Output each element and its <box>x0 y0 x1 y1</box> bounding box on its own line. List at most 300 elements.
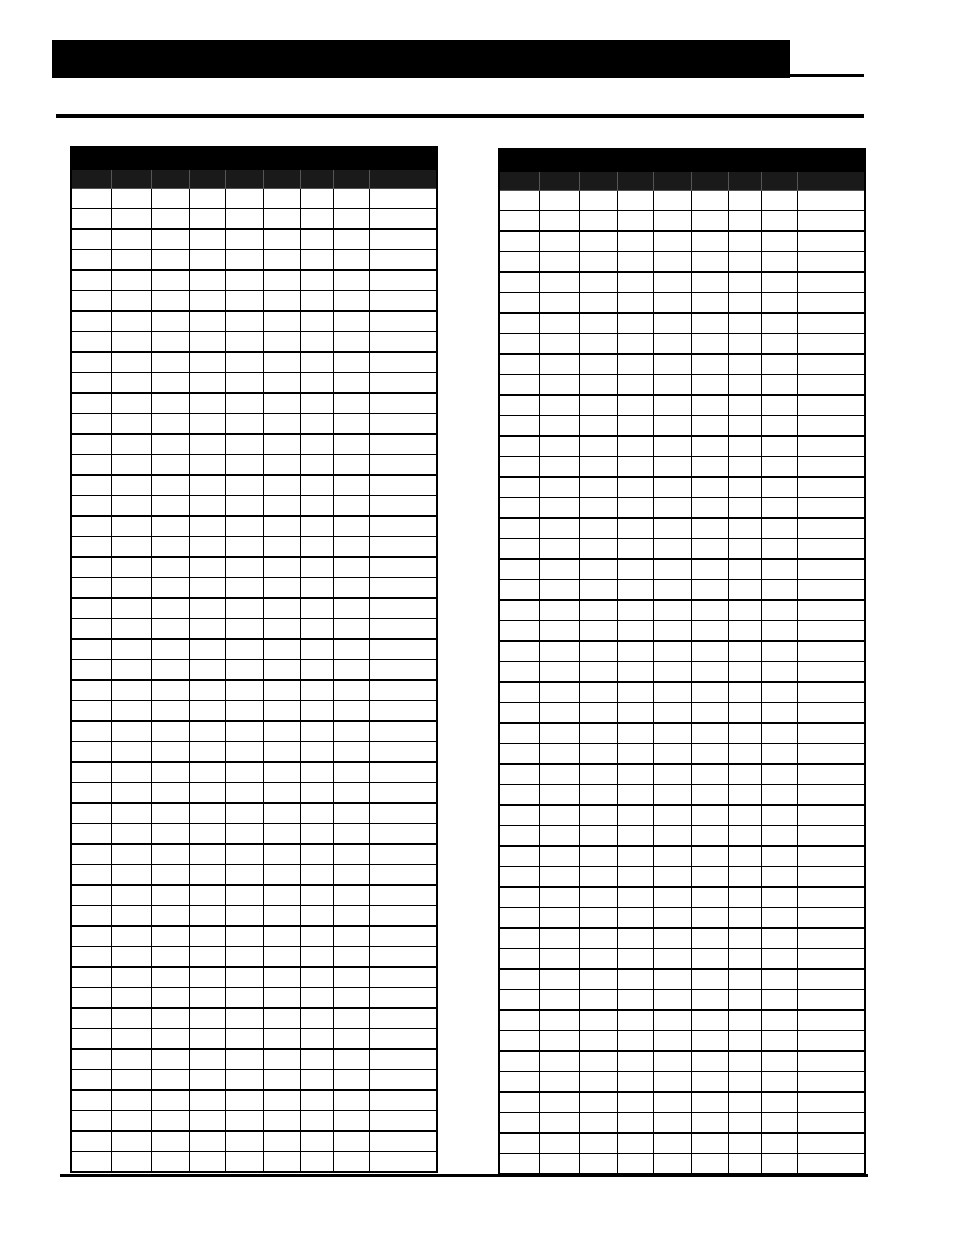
table-cell <box>71 721 111 742</box>
table-cell <box>151 926 189 947</box>
table-cell <box>539 723 579 744</box>
table-cell <box>653 785 691 806</box>
table-row <box>71 598 437 619</box>
table-cell <box>263 824 300 845</box>
table-cell <box>499 621 539 642</box>
table-row <box>499 498 865 519</box>
table-cell <box>653 395 691 416</box>
table-cell <box>111 557 151 578</box>
table-cell <box>71 1090 111 1111</box>
table-cell <box>369 660 437 681</box>
table-cell <box>225 496 263 517</box>
table-cell <box>728 313 761 334</box>
table-cell <box>369 516 437 537</box>
table-cell <box>579 252 617 273</box>
table-cell <box>225 189 263 209</box>
table-cell <box>333 393 369 414</box>
table-cell <box>189 557 225 578</box>
table-cell <box>499 559 539 580</box>
table-cell <box>71 844 111 865</box>
table-cell <box>111 721 151 742</box>
table-cell <box>539 518 579 539</box>
table-row <box>71 721 437 742</box>
table-cell <box>369 967 437 988</box>
table-cell <box>539 1031 579 1052</box>
table-cell <box>653 621 691 642</box>
table-cell <box>300 619 333 640</box>
table-cell <box>300 988 333 1009</box>
table-row <box>71 250 437 271</box>
table-cell <box>617 252 653 273</box>
table-cell <box>300 352 333 373</box>
table-cell <box>797 928 865 949</box>
table-cell <box>333 270 369 291</box>
table-cell <box>225 434 263 455</box>
table-cell <box>71 988 111 1009</box>
table-cell <box>691 395 728 416</box>
table-cell <box>225 1049 263 1070</box>
table-cell <box>300 639 333 660</box>
table-cell <box>151 496 189 517</box>
header-bar <box>52 40 790 78</box>
table-cell <box>761 1133 797 1154</box>
table-cell <box>71 762 111 783</box>
table-cell <box>333 947 369 968</box>
table-cell <box>691 539 728 560</box>
table-cell <box>653 1031 691 1052</box>
table-cell <box>151 270 189 291</box>
table-cell <box>263 270 300 291</box>
table-cell <box>111 1049 151 1070</box>
table-cell <box>369 270 437 291</box>
table-cell <box>579 744 617 765</box>
table-cell <box>151 1008 189 1029</box>
table-cell <box>300 947 333 968</box>
table-cell <box>225 455 263 476</box>
table-row <box>499 354 865 375</box>
table-cell <box>653 518 691 539</box>
table-cell <box>761 580 797 601</box>
table-cell <box>691 949 728 970</box>
table-cell <box>333 639 369 660</box>
table-row <box>499 682 865 703</box>
table-cell <box>499 1133 539 1154</box>
table-cell <box>263 619 300 640</box>
table-cell <box>499 272 539 293</box>
table-cell <box>761 826 797 847</box>
table-cell <box>653 375 691 396</box>
table-cell <box>369 496 437 517</box>
table-cell <box>263 516 300 537</box>
table-cell <box>333 783 369 804</box>
table-cell <box>617 969 653 990</box>
table-cell <box>369 701 437 722</box>
table-cell <box>189 537 225 558</box>
table-cell <box>225 762 263 783</box>
table-cell <box>189 639 225 660</box>
table-row <box>499 477 865 498</box>
table-cell <box>111 660 151 681</box>
table-cell <box>189 250 225 271</box>
table-cell <box>151 988 189 1009</box>
table-cell <box>617 457 653 478</box>
table-cell <box>728 1051 761 1072</box>
table-cell <box>189 988 225 1009</box>
table-cell <box>499 252 539 273</box>
table-cell <box>71 455 111 476</box>
table-cell <box>71 414 111 435</box>
table-cell <box>225 291 263 312</box>
table-cell <box>797 805 865 826</box>
table-cell <box>617 477 653 498</box>
table-cell <box>369 906 437 927</box>
table-cell <box>761 1113 797 1134</box>
table-cell <box>333 537 369 558</box>
table-cell <box>225 844 263 865</box>
table-cell <box>691 293 728 314</box>
table-cell <box>539 826 579 847</box>
table-row <box>71 1070 437 1091</box>
table-row <box>71 885 437 906</box>
table-cell <box>579 662 617 683</box>
table-row <box>499 272 865 293</box>
table-cell <box>189 1152 225 1173</box>
table-cell <box>225 906 263 927</box>
table-cell <box>300 680 333 701</box>
table-cell <box>151 721 189 742</box>
table-cell <box>617 744 653 765</box>
table-cell <box>761 457 797 478</box>
table-cell <box>797 354 865 375</box>
table-cell <box>369 393 437 414</box>
table-row <box>71 496 437 517</box>
table-cell <box>333 373 369 394</box>
table-cell <box>691 252 728 273</box>
table-cell <box>263 455 300 476</box>
table-cell <box>111 742 151 763</box>
table-cell <box>189 967 225 988</box>
table-cell <box>499 498 539 519</box>
table-cell <box>691 1133 728 1154</box>
table-cell <box>300 721 333 742</box>
table-row <box>499 764 865 785</box>
table-cell <box>728 703 761 724</box>
table-row <box>71 1131 437 1152</box>
table-cell <box>653 1072 691 1093</box>
table-cell <box>151 393 189 414</box>
table-cell <box>189 1029 225 1050</box>
table-cell <box>71 373 111 394</box>
table-cell <box>300 926 333 947</box>
table-cell <box>728 334 761 355</box>
right-table <box>498 148 866 1175</box>
table-row <box>71 537 437 558</box>
table-row <box>499 969 865 990</box>
table-row <box>499 908 865 929</box>
table-cell <box>225 373 263 394</box>
table-cell <box>225 803 263 824</box>
table-row <box>499 518 865 539</box>
table-cell <box>369 742 437 763</box>
table-cell <box>499 539 539 560</box>
table-cell <box>617 600 653 621</box>
table-cell <box>728 805 761 826</box>
table-cell <box>369 332 437 353</box>
table-cell <box>300 762 333 783</box>
table-cell <box>579 498 617 519</box>
table-row <box>499 436 865 457</box>
table-cell <box>579 600 617 621</box>
table-cell <box>691 621 728 642</box>
table-cell <box>728 580 761 601</box>
table-cell <box>189 762 225 783</box>
table-cell <box>300 803 333 824</box>
table-row <box>499 211 865 232</box>
table-cell <box>189 516 225 537</box>
table-cell <box>189 619 225 640</box>
table-cell <box>728 600 761 621</box>
table-cell <box>539 539 579 560</box>
table-cell <box>71 229 111 250</box>
table-cell <box>761 723 797 744</box>
table-row <box>499 621 865 642</box>
table-row <box>71 291 437 312</box>
table-cell <box>333 721 369 742</box>
table-cell <box>579 580 617 601</box>
table-cell <box>499 764 539 785</box>
table-cell <box>761 231 797 252</box>
table-cell <box>653 1113 691 1134</box>
table-cell <box>300 311 333 332</box>
table-title-row <box>71 147 437 170</box>
table-cell <box>333 844 369 865</box>
table-cell <box>653 826 691 847</box>
table-cell <box>333 762 369 783</box>
table-cell <box>728 621 761 642</box>
table-cell <box>617 805 653 826</box>
table-cell <box>728 1010 761 1031</box>
table-cell <box>499 682 539 703</box>
table-cell <box>691 1092 728 1113</box>
table-cell <box>499 928 539 949</box>
table-cell <box>333 1029 369 1050</box>
table-cell <box>151 475 189 496</box>
table-cell <box>761 252 797 273</box>
column-header <box>539 172 579 191</box>
table-cell <box>189 455 225 476</box>
table-cell <box>691 600 728 621</box>
table-cell <box>369 291 437 312</box>
table-cell <box>225 824 263 845</box>
table-cell <box>579 231 617 252</box>
table-cell <box>797 1072 865 1093</box>
table-row <box>499 191 865 211</box>
table-cell <box>225 926 263 947</box>
table-cell <box>151 311 189 332</box>
table-cell <box>653 846 691 867</box>
table-cell <box>539 436 579 457</box>
table-cell <box>539 477 579 498</box>
table-cell <box>225 619 263 640</box>
column-header <box>617 172 653 191</box>
table-cell <box>71 1049 111 1070</box>
column-header <box>225 170 263 189</box>
table-cell <box>263 1090 300 1111</box>
table-cell <box>728 887 761 908</box>
table-row <box>499 1051 865 1072</box>
table-cell <box>691 313 728 334</box>
table-cell <box>189 701 225 722</box>
table-cell <box>761 211 797 232</box>
table-cell <box>761 621 797 642</box>
table-cell <box>761 682 797 703</box>
table-row <box>71 803 437 824</box>
table-cell <box>300 557 333 578</box>
table-cell <box>539 682 579 703</box>
table-cell <box>579 969 617 990</box>
table-cell <box>499 846 539 867</box>
table-cell <box>617 293 653 314</box>
table-row <box>71 1008 437 1029</box>
table-cell <box>579 334 617 355</box>
table-row <box>499 313 865 334</box>
table-cell <box>617 785 653 806</box>
table-cell <box>263 557 300 578</box>
table-cell <box>617 846 653 867</box>
table-cell <box>797 1154 865 1175</box>
table-cell <box>263 1152 300 1173</box>
table-cell <box>369 926 437 947</box>
table-cell <box>369 947 437 968</box>
table-row <box>71 516 437 537</box>
table-cell <box>653 416 691 437</box>
table-cell <box>263 189 300 209</box>
table-cell <box>71 537 111 558</box>
table-cell <box>761 539 797 560</box>
table-cell <box>225 639 263 660</box>
table-cell <box>797 1051 865 1072</box>
table-cell <box>539 231 579 252</box>
table-cell <box>499 293 539 314</box>
table-cell <box>71 209 111 230</box>
table-cell <box>653 682 691 703</box>
table-cell <box>333 988 369 1009</box>
table-cell <box>189 865 225 886</box>
table-cell <box>300 373 333 394</box>
table-cell <box>300 701 333 722</box>
table-cell <box>728 436 761 457</box>
table-cell <box>225 598 263 619</box>
table-cell <box>333 680 369 701</box>
table-row <box>499 949 865 970</box>
table-cell <box>539 457 579 478</box>
table-cell <box>579 723 617 744</box>
table-cell <box>111 1111 151 1132</box>
table-cell <box>797 867 865 888</box>
table-cell <box>728 518 761 539</box>
table-cell <box>761 1092 797 1113</box>
table-cell <box>333 619 369 640</box>
table-cell <box>761 1154 797 1175</box>
table-cell <box>728 416 761 437</box>
table-cell <box>499 785 539 806</box>
table-cell <box>499 436 539 457</box>
table-cell <box>728 477 761 498</box>
table-cell <box>333 352 369 373</box>
table-cell <box>333 516 369 537</box>
table-row <box>71 701 437 722</box>
table-cell <box>761 477 797 498</box>
table-cell <box>728 1113 761 1134</box>
table-cell <box>579 416 617 437</box>
table-cell <box>225 988 263 1009</box>
table-cell <box>71 516 111 537</box>
table-row <box>71 1029 437 1050</box>
table-cell <box>263 434 300 455</box>
table-row <box>71 619 437 640</box>
table-cell <box>761 313 797 334</box>
column-header <box>761 172 797 191</box>
table-cell <box>151 1029 189 1050</box>
table-cell <box>225 270 263 291</box>
table-cell <box>797 703 865 724</box>
table-cell <box>225 701 263 722</box>
table-cell <box>71 660 111 681</box>
table-cell <box>151 803 189 824</box>
table-cell <box>369 373 437 394</box>
table-cell <box>499 600 539 621</box>
table-cell <box>653 436 691 457</box>
column-header <box>151 170 189 189</box>
column-header <box>728 172 761 191</box>
table-cell <box>225 414 263 435</box>
table-cell <box>539 887 579 908</box>
table-cell <box>797 272 865 293</box>
table-cell <box>653 559 691 580</box>
table-cell <box>225 1152 263 1173</box>
table-cell <box>499 949 539 970</box>
table-cell <box>71 701 111 722</box>
table-cell <box>728 1092 761 1113</box>
table-cell <box>728 252 761 273</box>
table-cell <box>797 539 865 560</box>
table-cell <box>797 1031 865 1052</box>
table-cell <box>333 434 369 455</box>
table-cell <box>653 703 691 724</box>
table-row <box>499 744 865 765</box>
table-row <box>499 723 865 744</box>
table-cell <box>691 785 728 806</box>
table-cell <box>225 250 263 271</box>
table-cell <box>761 867 797 888</box>
table-cell <box>189 1049 225 1070</box>
table-cell <box>617 621 653 642</box>
table-cell <box>499 1072 539 1093</box>
column-header <box>333 170 369 189</box>
table-cell <box>369 311 437 332</box>
table-cell <box>653 969 691 990</box>
table-row <box>499 334 865 355</box>
table-cell <box>151 762 189 783</box>
table-cell <box>499 826 539 847</box>
table-cell <box>369 455 437 476</box>
table-cell <box>653 908 691 929</box>
table-cell <box>151 250 189 271</box>
table-cell <box>579 211 617 232</box>
table-cell <box>111 967 151 988</box>
table-cell <box>71 783 111 804</box>
table-cell <box>797 744 865 765</box>
